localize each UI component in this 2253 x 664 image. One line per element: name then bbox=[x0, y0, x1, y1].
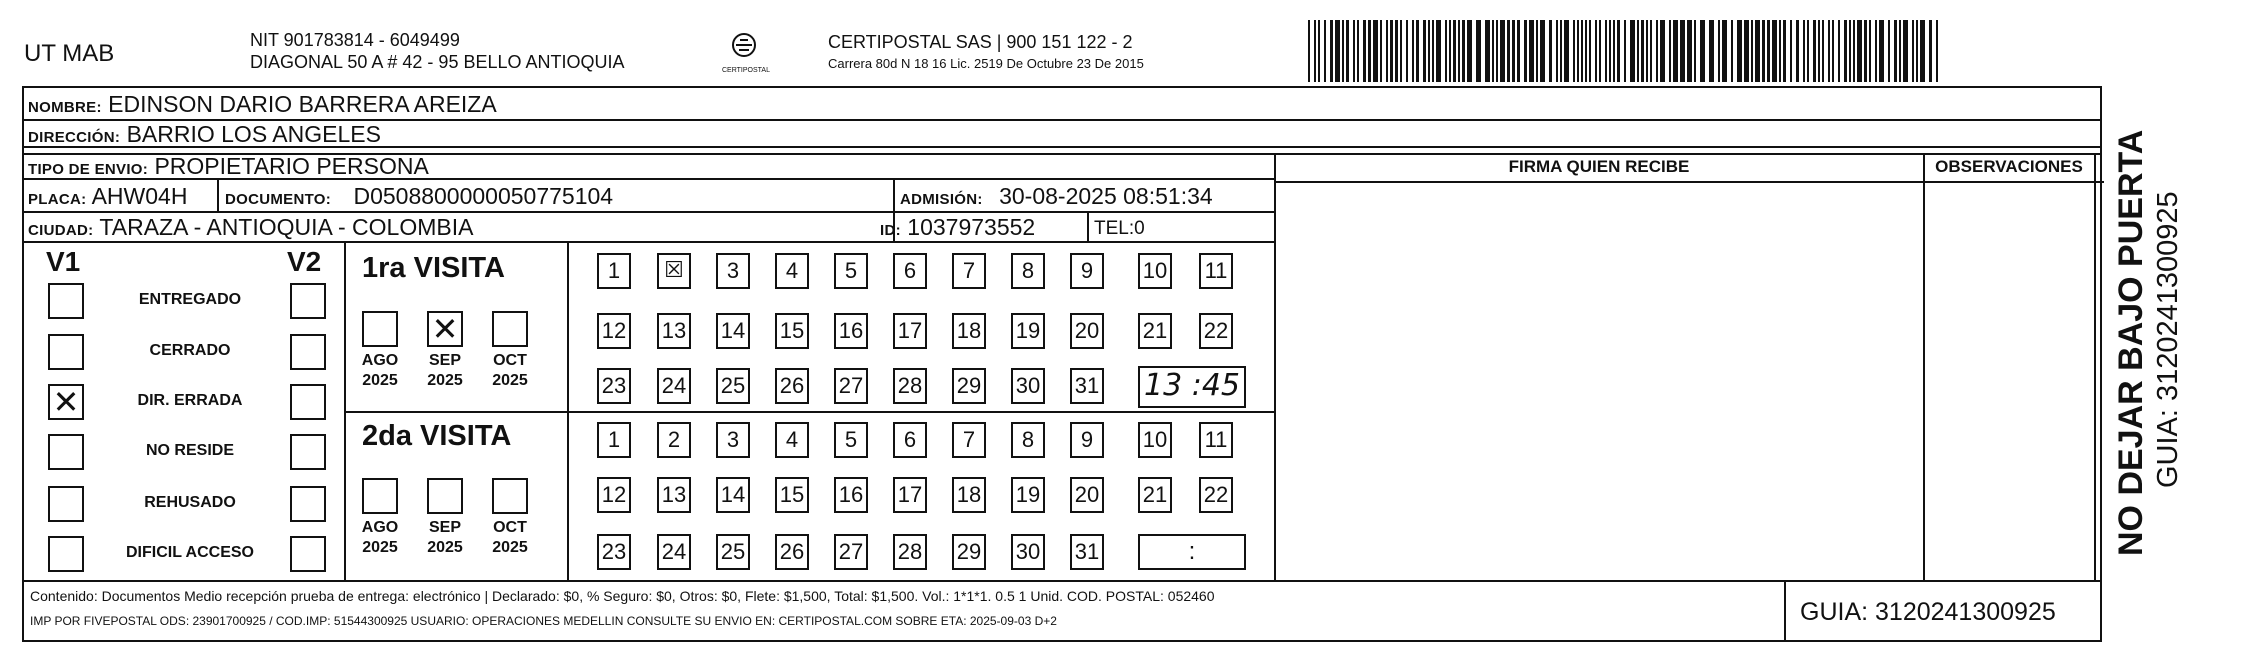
barcode-bar bbox=[1869, 20, 1871, 82]
barcode-bar bbox=[1342, 20, 1344, 82]
day-box[interactable]: 20 bbox=[1070, 477, 1104, 513]
barcode-bar bbox=[1660, 20, 1665, 82]
v1-checkbox[interactable] bbox=[48, 434, 84, 470]
barcode-bar bbox=[1386, 20, 1388, 82]
day-box[interactable]: 30 bbox=[1011, 368, 1045, 404]
direccion-label: DIRECCIÓN: bbox=[28, 129, 121, 146]
barcode-bar bbox=[1485, 20, 1490, 82]
day-box[interactable]: 20 bbox=[1070, 313, 1104, 349]
barcode-bar bbox=[1357, 20, 1359, 82]
barcode-bar bbox=[1335, 20, 1340, 82]
day-box[interactable]: 4 bbox=[775, 253, 809, 289]
month-label: OCT bbox=[493, 519, 527, 536]
status-label: NO RESIDE bbox=[145, 442, 234, 459]
barcode-bar bbox=[1700, 20, 1705, 82]
direccion-row bbox=[28, 121, 381, 151]
day-box[interactable]: 19 bbox=[1011, 477, 1045, 513]
barcode-bar bbox=[1813, 20, 1816, 82]
company-nit: NIT 901783814 - 6049499 bbox=[250, 30, 460, 50]
barcode-bar bbox=[1507, 20, 1510, 82]
day-box[interactable]: 4 bbox=[775, 422, 809, 458]
day-box[interactable]: 5 bbox=[834, 253, 868, 289]
barcode-bar bbox=[1669, 20, 1671, 82]
barcode-bar bbox=[1428, 20, 1430, 82]
status-label: DIR. ERRADA bbox=[137, 392, 243, 409]
status-label: REHUSADO bbox=[144, 494, 236, 511]
barcode-bar bbox=[1517, 20, 1520, 82]
day-box[interactable]: 1 bbox=[597, 253, 631, 289]
day-box[interactable]: 27 bbox=[834, 368, 868, 404]
barcode-bar bbox=[1496, 20, 1498, 82]
ciudad-value: TARAZA - ANTIOQUIA - COLOMBIA bbox=[99, 214, 474, 240]
logo-icon bbox=[727, 32, 761, 62]
v1-checkbox[interactable] bbox=[48, 334, 84, 370]
barcode-bar bbox=[1630, 20, 1635, 82]
day-box[interactable]: 9 bbox=[1070, 422, 1104, 458]
barcode-bar bbox=[1529, 20, 1534, 82]
barcode-bar bbox=[1500, 20, 1505, 82]
barcode-bar bbox=[1864, 20, 1867, 82]
barcode-bar bbox=[1390, 20, 1393, 82]
admision-value: 30-08-2025 08:51:34 bbox=[999, 183, 1213, 209]
month-year: 2025 bbox=[492, 539, 528, 556]
barcode-bar bbox=[1476, 20, 1481, 82]
tipo-label: TIPO DE ENVIO: bbox=[28, 161, 149, 178]
barcode-bar bbox=[1353, 20, 1355, 82]
barcode-bar bbox=[1772, 20, 1777, 82]
carrier-license: Carrera 80d N 18 16 Lic. 2519 De Octubre 23 De 2015 bbox=[828, 56, 1144, 71]
month-label: AGO bbox=[361, 519, 399, 536]
barcode-bar bbox=[1779, 20, 1781, 82]
day-box[interactable]: 21 bbox=[1138, 313, 1172, 349]
month-year: 2025 bbox=[427, 372, 463, 389]
barcode-bar bbox=[1680, 20, 1685, 82]
divider bbox=[1274, 181, 2104, 183]
barcode-bar bbox=[1709, 20, 1714, 82]
v2-checkbox[interactable] bbox=[290, 486, 326, 522]
barcode-bar bbox=[1731, 20, 1733, 82]
day-box[interactable]: 18 bbox=[952, 477, 986, 513]
barcode-bar bbox=[1467, 20, 1472, 82]
month-check-mark: ✕ bbox=[431, 310, 459, 348]
v2-checkbox[interactable] bbox=[290, 283, 326, 319]
barcode-bar bbox=[1767, 20, 1770, 82]
day-box[interactable]: 28 bbox=[893, 368, 927, 404]
day-box[interactable]: 7 bbox=[952, 253, 986, 289]
day-box[interactable]: 3 bbox=[716, 422, 750, 458]
barcode-bar bbox=[1380, 20, 1382, 82]
day-box[interactable]: 8 bbox=[1011, 422, 1045, 458]
barcode-bar bbox=[1585, 20, 1587, 82]
company-name: UT MAB bbox=[24, 40, 115, 67]
barcode-bar bbox=[1605, 20, 1607, 82]
barcode-bar bbox=[1577, 20, 1579, 82]
barcode-bar bbox=[1368, 20, 1371, 82]
barcode-bar bbox=[1613, 20, 1615, 82]
day-box[interactable]: 17 bbox=[893, 313, 927, 349]
barcode-bar bbox=[1875, 20, 1877, 82]
admision-label: ADMISIÓN: bbox=[900, 191, 983, 208]
barcode-bar bbox=[1916, 20, 1918, 82]
divider bbox=[1923, 153, 1925, 580]
placa-value: AHW04H bbox=[91, 183, 188, 209]
v1-header: V1 bbox=[46, 246, 81, 277]
barcode-bar bbox=[1894, 20, 1897, 82]
tipo-row bbox=[28, 153, 429, 183]
barcode-bar bbox=[1449, 20, 1451, 82]
barcode-bar bbox=[1573, 20, 1575, 82]
day-box[interactable]: 25 bbox=[716, 534, 750, 570]
day-box[interactable]: 9 bbox=[1070, 253, 1104, 289]
barcode-bar bbox=[1783, 20, 1786, 82]
barcode-bar bbox=[1903, 20, 1908, 82]
day-box[interactable]: 12 bbox=[597, 477, 631, 513]
day-box[interactable]: 12 bbox=[597, 313, 631, 349]
v2-checkbox[interactable] bbox=[290, 384, 326, 420]
status-label: DIFICIL ACCESO bbox=[125, 544, 254, 561]
visit1-time-box[interactable]: 13 :45 bbox=[1138, 366, 1246, 408]
day-box[interactable]: 26 bbox=[775, 534, 809, 570]
month-label: SEP bbox=[428, 352, 461, 369]
v1-checkbox[interactable] bbox=[48, 536, 84, 572]
barcode-bar bbox=[1637, 20, 1639, 82]
day-box[interactable]: 2 bbox=[657, 422, 691, 458]
barcode-bar bbox=[1436, 20, 1441, 82]
ciudad-label: CIUDAD: bbox=[28, 222, 94, 239]
barcode-bar bbox=[1453, 20, 1456, 82]
day-box[interactable]: 23 bbox=[597, 534, 631, 570]
divider bbox=[344, 411, 1274, 413]
day-box[interactable]: 11 bbox=[1199, 422, 1233, 458]
barcode-bar bbox=[1330, 20, 1333, 82]
observaciones-header: OBSERVACIONES bbox=[1935, 157, 2083, 176]
barcode-bar bbox=[1540, 20, 1545, 82]
day-box[interactable]: 30 bbox=[1011, 534, 1045, 570]
month-checkbox[interactable] bbox=[362, 478, 398, 514]
barcode-bar bbox=[1373, 20, 1378, 82]
divider bbox=[1274, 153, 1276, 580]
barcode-bar bbox=[1929, 20, 1932, 82]
barcode-bar bbox=[1395, 20, 1398, 82]
placa-row bbox=[28, 183, 187, 213]
status-label: ENTREGADO bbox=[138, 291, 242, 308]
logo-text: CERTIPOSTAL bbox=[722, 67, 770, 74]
id-row bbox=[880, 214, 1035, 244]
day-box[interactable]: 14 bbox=[716, 313, 750, 349]
day-box[interactable]: 26 bbox=[775, 368, 809, 404]
status-label: CERRADO bbox=[149, 342, 231, 359]
barcode-bar bbox=[1694, 20, 1696, 82]
barcode-bar bbox=[1595, 20, 1597, 82]
barcode-bar bbox=[1406, 20, 1408, 82]
month-checkbox[interactable] bbox=[492, 311, 528, 347]
day-box[interactable]: 6 bbox=[893, 253, 927, 289]
visit1-title: 1ra VISITA bbox=[362, 252, 505, 284]
day-box[interactable]: 18 bbox=[952, 313, 986, 349]
barcode-bar bbox=[1458, 20, 1460, 82]
barcode-bar bbox=[1641, 20, 1644, 82]
barcode-bar bbox=[1346, 20, 1349, 82]
barcode-bar bbox=[1673, 20, 1678, 82]
documento-row bbox=[225, 183, 613, 213]
barcode-bar bbox=[1560, 20, 1562, 82]
barcode-bar bbox=[1744, 20, 1749, 82]
barcode-bar bbox=[1624, 20, 1626, 82]
barcode-bar bbox=[1556, 20, 1558, 82]
day-box[interactable]: 5 bbox=[834, 422, 868, 458]
barcode-bar bbox=[1844, 20, 1847, 82]
id-value: 1037973552 bbox=[907, 214, 1036, 240]
day-box[interactable]: 22 bbox=[1199, 313, 1233, 349]
nombre-row bbox=[28, 91, 497, 121]
barcode-bar bbox=[1755, 20, 1760, 82]
barcode-bar bbox=[1589, 20, 1591, 82]
barcode-bar bbox=[1849, 20, 1851, 82]
day-box[interactable]: 22 bbox=[1199, 477, 1233, 513]
day-box[interactable]: 23 bbox=[597, 368, 631, 404]
v2-checkbox[interactable] bbox=[290, 536, 326, 572]
nombre-label: NOMBRE: bbox=[28, 99, 102, 116]
v1-checkbox[interactable] bbox=[48, 283, 84, 319]
barcode-bar bbox=[1818, 20, 1820, 82]
day-box[interactable]: 7 bbox=[952, 422, 986, 458]
day-box[interactable]: 6 bbox=[893, 422, 927, 458]
day-box[interactable]: 11 bbox=[1199, 253, 1233, 289]
day-box[interactable]: 24 bbox=[657, 368, 691, 404]
footer-content: Contenido: Documentos Medio recepción prueba de entrega: electrónico | Declarado: $0, % Seguro: $0, Otros: $0, Flete: $1,500, Total: $1,500. Vol.: 1*1*1. 0.5 1 Unid. COD. POSTAL: 052460 bbox=[30, 588, 1215, 604]
barcode-bar bbox=[1687, 20, 1692, 82]
side-guia: GUIA: 3120241300925 bbox=[2152, 191, 2184, 488]
divider bbox=[22, 580, 2102, 582]
barcode-bar bbox=[1412, 20, 1414, 82]
barcode-bar bbox=[1400, 20, 1402, 82]
ciudad-row bbox=[28, 214, 473, 244]
divider bbox=[1784, 580, 1786, 642]
barcode-bar bbox=[1423, 20, 1426, 82]
barcode-bar bbox=[1807, 20, 1809, 82]
barcode-bar bbox=[1912, 20, 1914, 82]
day-box[interactable]: 1 bbox=[597, 422, 631, 458]
tel-value: TEL:0 bbox=[1094, 218, 1145, 239]
barcode-bar bbox=[1650, 20, 1652, 82]
divider bbox=[1087, 211, 1089, 241]
barcode-bar bbox=[1936, 20, 1938, 82]
month-checkbox[interactable] bbox=[362, 311, 398, 347]
day-box[interactable]: 29 bbox=[952, 368, 986, 404]
placa-label: PLACA: bbox=[28, 191, 87, 208]
day-box[interactable]: 15 bbox=[775, 313, 809, 349]
tipo-value: PROPIETARIO PERSONA bbox=[154, 153, 429, 179]
month-year: 2025 bbox=[492, 372, 528, 389]
day-box[interactable]: 27 bbox=[834, 534, 868, 570]
barcode-bar bbox=[1512, 20, 1515, 82]
barcode-bar bbox=[1524, 20, 1527, 82]
barcode-bar bbox=[1492, 20, 1494, 82]
barcode-bar bbox=[1879, 20, 1884, 82]
barcode bbox=[1308, 20, 1944, 82]
nombre-value: EDINSON DARIO BARRERA AREIZA bbox=[108, 91, 497, 117]
barcode-bar bbox=[1656, 20, 1658, 82]
barcode-bar bbox=[1609, 20, 1611, 82]
barcode-bar bbox=[1888, 20, 1890, 82]
barcode-bar bbox=[1718, 20, 1720, 82]
barcode-bar bbox=[1445, 20, 1447, 82]
barcode-bar bbox=[1822, 20, 1824, 82]
day-box[interactable]: 14 bbox=[716, 477, 750, 513]
barcode-bar bbox=[1432, 20, 1434, 82]
direccion-value: BARRIO LOS ANGELES bbox=[126, 121, 381, 147]
admision-row bbox=[900, 183, 1213, 213]
month-label: SEP bbox=[428, 519, 461, 536]
barcode-bar bbox=[1549, 20, 1552, 82]
barcode-bar bbox=[1790, 20, 1792, 82]
barcode-bar bbox=[1899, 20, 1901, 82]
day-box[interactable]: 10 bbox=[1138, 422, 1172, 458]
barcode-bar bbox=[1751, 20, 1753, 82]
documento-value: D0508800000050775104 bbox=[353, 183, 614, 209]
v1-check-mark: ✕ bbox=[52, 383, 80, 421]
barcode-bar bbox=[1318, 20, 1320, 82]
barcode-bar bbox=[1832, 20, 1834, 82]
barcode-bar bbox=[1828, 20, 1830, 82]
barcode-bar bbox=[1838, 20, 1840, 82]
firma-header: FIRMA QUIEN RECIBE bbox=[1508, 157, 1690, 176]
v1-checkbox[interactable] bbox=[48, 486, 84, 522]
company-address: DIAGONAL 50 A # 42 - 95 BELLO ANTIOQUIA bbox=[250, 52, 625, 72]
visit2-time-box[interactable]: : bbox=[1138, 534, 1246, 570]
barcode-bar bbox=[1314, 20, 1316, 82]
day-box[interactable]: 19 bbox=[1011, 313, 1045, 349]
id-label: ID: bbox=[880, 222, 901, 239]
barcode-bar bbox=[1462, 20, 1465, 82]
v2-checkbox[interactable] bbox=[290, 434, 326, 470]
footer-guia: GUIA: 3120241300925 bbox=[1800, 598, 2056, 626]
day-box[interactable]: 24 bbox=[657, 534, 691, 570]
day-box[interactable]: 28 bbox=[893, 534, 927, 570]
carrier-name: CERTIPOSTAL SAS | 900 151 122 - 2 bbox=[828, 32, 1133, 52]
side-warning: NO DEJAR BAJO PUERTA bbox=[2112, 129, 2150, 556]
day-box-checked[interactable]: ☒ bbox=[657, 253, 691, 289]
day-box[interactable]: 15 bbox=[775, 477, 809, 513]
day-box[interactable]: 31 bbox=[1070, 534, 1104, 570]
barcode-bar bbox=[1324, 20, 1326, 82]
month-checkbox[interactable] bbox=[492, 478, 528, 514]
documento-label: DOCUMENTO: bbox=[225, 191, 332, 208]
day-box[interactable]: 8 bbox=[1011, 253, 1045, 289]
barcode-bar bbox=[1599, 20, 1601, 82]
barcode-bar bbox=[1564, 20, 1569, 82]
month-label: AGO bbox=[361, 352, 399, 369]
barcode-bar bbox=[1737, 20, 1742, 82]
barcode-bar bbox=[1722, 20, 1727, 82]
day-box[interactable]: 16 bbox=[834, 477, 868, 513]
v2-checkbox[interactable] bbox=[290, 334, 326, 370]
barcode-bar bbox=[1581, 20, 1583, 82]
barcode-bar bbox=[1646, 20, 1648, 82]
v2-header: V2 bbox=[287, 246, 322, 277]
day-box[interactable]: 17 bbox=[893, 477, 927, 513]
barcode-bar bbox=[1857, 20, 1862, 82]
barcode-bar bbox=[1416, 20, 1419, 82]
barcode-bar bbox=[1762, 20, 1765, 82]
barcode-bar bbox=[1617, 20, 1620, 82]
divider bbox=[2094, 153, 2096, 580]
month-year: 2025 bbox=[362, 539, 398, 556]
visit2-title: 2da VISITA bbox=[362, 420, 512, 452]
month-year: 2025 bbox=[427, 539, 463, 556]
barcode-bar bbox=[1536, 20, 1538, 82]
month-label: OCT bbox=[493, 352, 527, 369]
barcode-bar bbox=[1853, 20, 1855, 82]
barcode-bar bbox=[1796, 20, 1799, 82]
day-box[interactable]: 31 bbox=[1070, 368, 1104, 404]
day-box[interactable]: 10 bbox=[1138, 253, 1172, 289]
day-box[interactable]: 13 bbox=[657, 477, 691, 513]
barcode-bar bbox=[1363, 20, 1366, 82]
barcode-bar bbox=[1308, 20, 1310, 82]
day-box[interactable]: 16 bbox=[834, 313, 868, 349]
barcode-bar bbox=[1920, 20, 1925, 82]
day-box[interactable]: 3 bbox=[716, 253, 750, 289]
footer-print: IMP POR FIVEPOSTAL ODS: 23901700925 / COD.IMP: 51544300925 USUARIO: OPERACIONES MEDELLIN CONSULTE SU ENVIO EN: CERTIPOSTAL.COM SOBRE ETA: 2025-09-03 D+2 bbox=[30, 614, 1057, 628]
carrier-logo bbox=[722, 32, 770, 75]
day-box[interactable]: 25 bbox=[716, 368, 750, 404]
barcode-bar bbox=[1803, 20, 1805, 82]
month-checkbox[interactable] bbox=[427, 478, 463, 514]
day-box[interactable]: 21 bbox=[1138, 477, 1172, 513]
day-box[interactable]: 29 bbox=[952, 534, 986, 570]
day-box[interactable]: 13 bbox=[657, 313, 691, 349]
month-year: 2025 bbox=[362, 372, 398, 389]
